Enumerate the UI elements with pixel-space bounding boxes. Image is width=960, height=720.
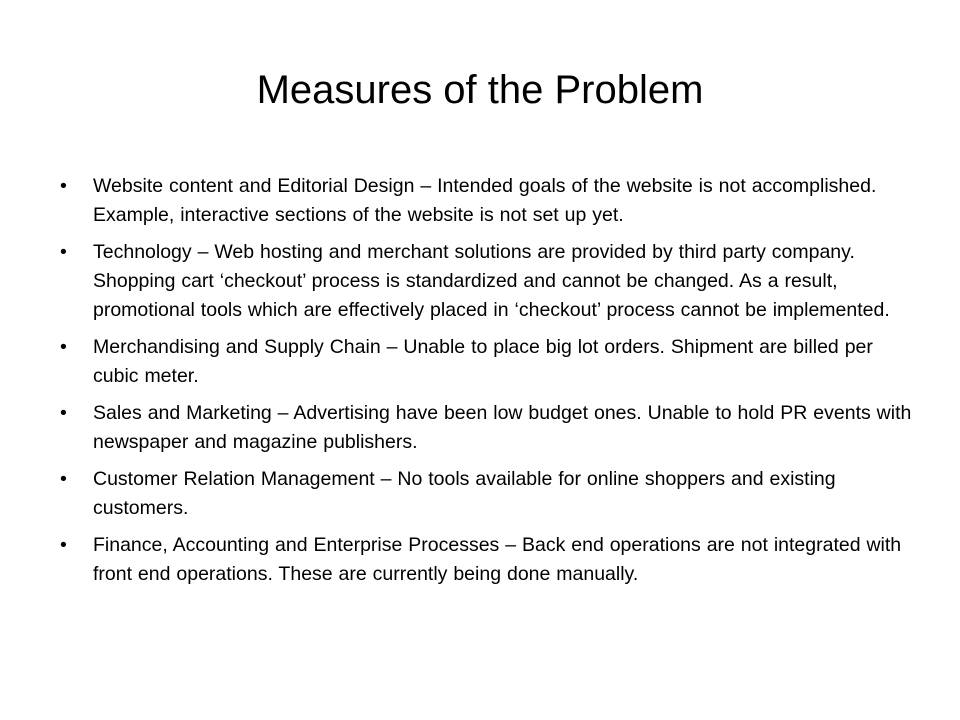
- bullet-item-website-content: [60, 172, 920, 230]
- bullet-text: Technology – Web hosting and merchant solutions are provided by third party company. Shopping cart ‘checkout’ process is standardized and cannot be changed. As a result, promotional tools which are effectively placed in ‘checkout’ process cannot be implemented.: [93, 241, 890, 321]
- bullet-icon: •: [60, 175, 67, 197]
- bullet-icon: •: [60, 468, 67, 490]
- bullet-text: Merchandising and Supply Chain – Unable to place big lot orders. Shipment are billed per cubic meter.: [93, 336, 873, 387]
- bullet-icon: •: [60, 534, 67, 556]
- bullet-text: Finance, Accounting and Enterprise Processes – Back end operations are not integrated with front end operations. These are currently being done manually.: [93, 534, 902, 585]
- bullet-text: Website content and Editorial Design – Intended goals of the website is not accomplished. Example, interactive sections of the website is not set up yet.: [93, 175, 877, 226]
- bullet-icon: •: [60, 241, 67, 263]
- bullet-item-crm: [60, 465, 920, 523]
- bullet-item-merchandising: [60, 333, 920, 391]
- bullet-text: Sales and Marketing – Advertising have been low budget ones. Unable to hold PR events with newspaper and magazine publishers.: [93, 402, 912, 453]
- bullet-icon: •: [60, 336, 67, 358]
- bullet-item-technology: [60, 238, 920, 325]
- bullet-item-sales-marketing: [60, 399, 920, 457]
- bullet-text: Customer Relation Management – No tools available for online shoppers and existing customers.: [93, 468, 836, 519]
- bullet-icon: •: [60, 402, 67, 424]
- slide-title: Measures of the Problem: [256, 68, 704, 112]
- bullet-item-finance: [60, 531, 920, 589]
- bullet-list: [60, 172, 920, 597]
